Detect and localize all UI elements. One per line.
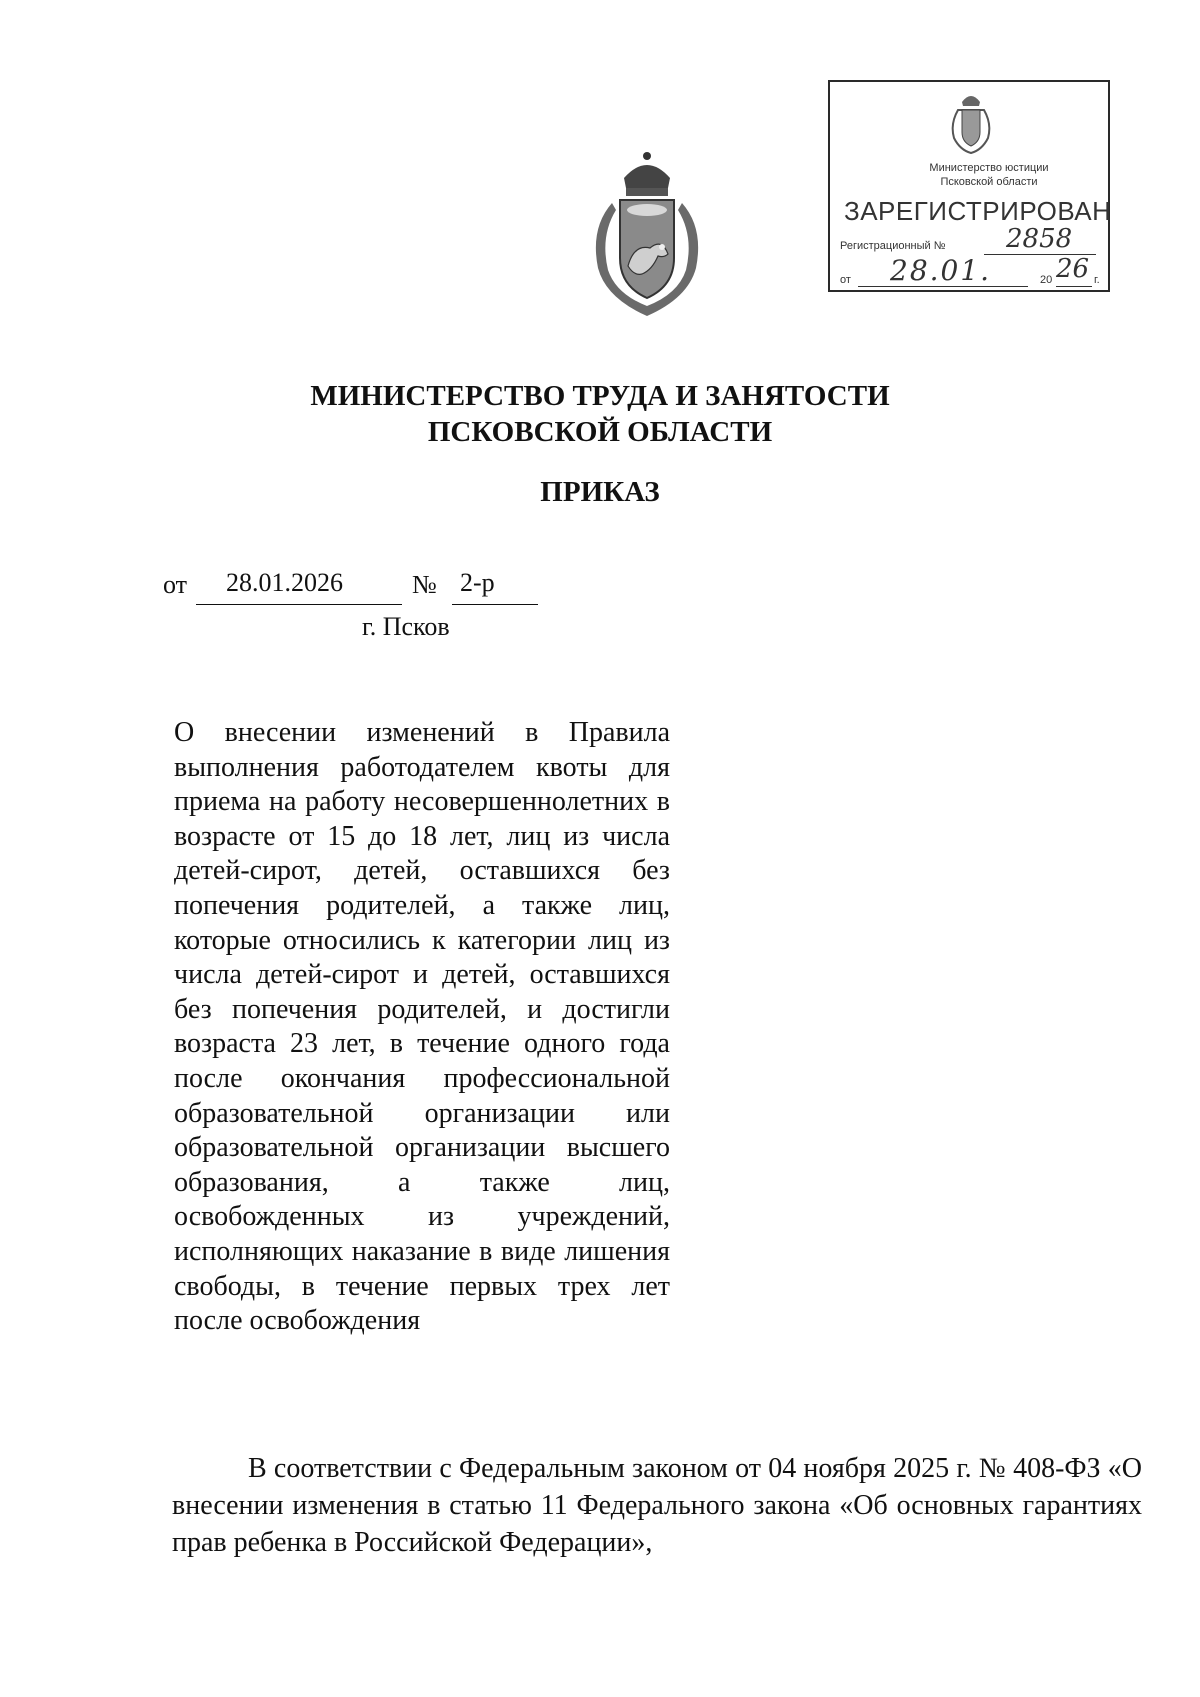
stamp-year-end: г. bbox=[1094, 274, 1100, 286]
stamp-date: 28.01. bbox=[890, 254, 992, 287]
ministry-title-line1: МИНИСТЕРСТВО ТРУДА И ЗАНЯТОСТИ bbox=[310, 380, 890, 412]
stamp-year-underline bbox=[1056, 286, 1092, 287]
stamp-year-suffix: 26 bbox=[1056, 254, 1090, 284]
coat-of-arms-emblem bbox=[582, 148, 712, 318]
order-number: 2-р bbox=[460, 568, 495, 597]
order-number-label: № bbox=[412, 570, 437, 599]
stamp-registered-title: ЗАРЕГИСТРИРОВАН bbox=[844, 196, 1112, 226]
registration-stamp bbox=[828, 80, 1110, 292]
order-date: 28.01.2026 bbox=[226, 568, 343, 597]
stamp-reg-label: Регистрационный № bbox=[840, 240, 946, 252]
order-number-underline bbox=[452, 604, 538, 605]
order-body bbox=[172, 1450, 1142, 1561]
order-city: г. Псков bbox=[362, 612, 450, 641]
stamp-reg-number: 2858 bbox=[1006, 224, 1073, 254]
stamp-emblem bbox=[946, 90, 996, 154]
document-type: ПРИКАЗ bbox=[540, 476, 660, 508]
stamp-from-label: от bbox=[840, 274, 851, 286]
stamp-year-prefix: 20 bbox=[1040, 274, 1053, 286]
ministry-title-line2: ПСКОВСКОЙ ОБЛАСТИ bbox=[427, 416, 773, 448]
stamp-ministry-line2: Псковской области bbox=[940, 176, 1038, 188]
order-date-underline bbox=[196, 604, 402, 605]
ministry-title bbox=[0, 378, 1200, 450]
order-from-label: от bbox=[163, 570, 188, 599]
order-title: О внесении изменений в Правила выполнения работодателем квоты для приема на работу несовершеннолетних в возрасте от 15 до 18 лет, лиц из числа детей-сирот, детей, оставшихся без попечения родителей, а также лиц, которые относились к категории лиц из числа детей-сирот и детей, оставшихся без попечения родителей, и достигли возраста 23 лет, в течение одного года после окончания профессиональной образовательной организации или образовательной организации высшего образования, а также лиц, освобожденных из учреждений, исполняющих наказание в виде лишения свободы, в течение первых трех лет после освобождения bbox=[174, 717, 670, 1337]
body-paragraph: В соответствии с Федеральным законом от 04 ноября 2025 г. № 408-ФЗ «О внесении изменения в статью 11 Федерального закона «Об основных гарантиях прав ребенка в Российской Федерации», bbox=[172, 1453, 1142, 1558]
stamp-ministry-line1: Министерство юстиции bbox=[929, 162, 1049, 174]
